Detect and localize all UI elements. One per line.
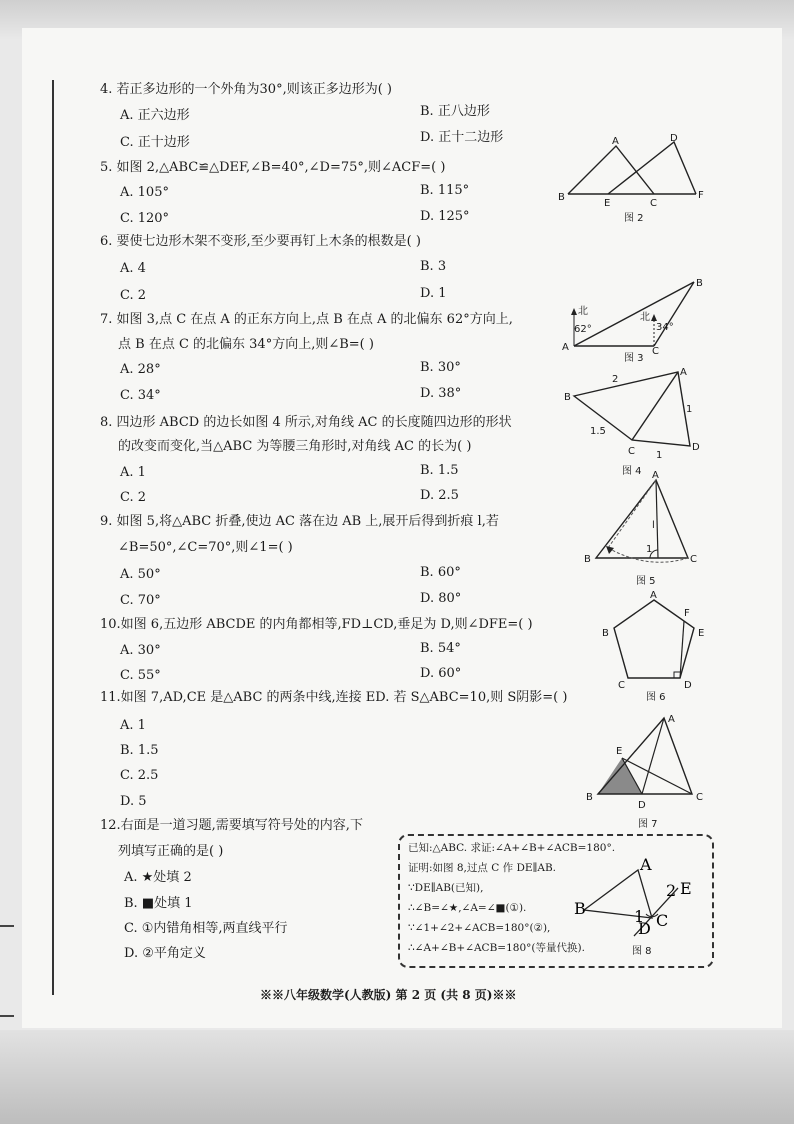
q7-option-b: B. 30°: [420, 360, 461, 375]
q9-option-c: C. 70°: [120, 593, 161, 608]
fig4-label-d: D: [692, 442, 700, 453]
fig5-label-a: A: [652, 470, 659, 481]
fig4-length-ba: 2: [612, 374, 619, 385]
fig8-label-a: A: [640, 858, 652, 874]
q7-option-c: C. 34°: [120, 388, 161, 403]
proof-line-3: ∵DE∥AB(已知),: [408, 882, 484, 894]
north-arrowhead-a: [571, 308, 577, 315]
fig3-label-a: A: [562, 342, 569, 353]
crease-line: [656, 480, 658, 558]
fig6-label-c: C: [618, 680, 625, 688]
q11-option-a: A. 1: [120, 718, 146, 733]
fig4-length-cd: 1: [656, 450, 663, 461]
fig3-angle-62: 62°: [574, 324, 592, 335]
binding-mark: [0, 1015, 14, 1017]
fig2-label-f: F: [698, 190, 704, 201]
right-angle-mark: [674, 672, 680, 678]
fig4-label-a: A: [680, 367, 687, 378]
q9-option-b: B. 60°: [420, 565, 461, 580]
segment-cb: [654, 282, 694, 346]
fig2-label-a: A: [612, 136, 619, 147]
q7-option-d: D. 38°: [420, 386, 462, 401]
q4-stem: 4. 若正多边形的一个外角为30°,则该正多边形为( ): [100, 82, 392, 97]
fig6-caption: 图 6: [646, 692, 666, 703]
segment-ab: [574, 282, 694, 346]
proof-line-4: ∴∠B=∠★,∠A=∠■(①).: [408, 902, 527, 914]
figure-5: [578, 470, 708, 570]
q10-option-d: D. 60°: [420, 666, 462, 681]
fig2-label-d: D: [670, 133, 678, 144]
figure-6: [596, 588, 716, 688]
q7-stem-line1: 7. 如图 3,点 C 在点 A 的正东方向上,点 B 在点 A 的北偏东 62°方向上,: [100, 312, 513, 327]
proof-box: [398, 834, 714, 968]
proof-given: 已知:△ABC. 求证:∠A+∠B+∠ACB=180°.: [408, 842, 616, 854]
q8-stem-line2: 的改变而变化,当△ABC 为等腰三角形时,对角线 AC 的长为( ): [118, 439, 472, 454]
fig5-label-l: l: [652, 520, 655, 531]
q4-option-a: A. 正六边形: [120, 108, 190, 123]
fig8-label-d: D: [638, 919, 651, 938]
proof-line-6: ∴∠A+∠B+∠ACB=180°(等量代换).: [408, 942, 585, 954]
fig7-label-c: C: [696, 792, 703, 803]
figure-8: [572, 858, 708, 938]
q8-option-d: D. 2.5: [420, 488, 459, 503]
proof-line-2: 证明:如图 8,过点 C 作 DE∥AB.: [408, 862, 557, 874]
fig4-length-bc: 1.5: [590, 426, 606, 437]
q12-option-b: B. ■处填 1: [124, 896, 193, 911]
q5-option-b: B. 115°: [420, 183, 470, 198]
scan-bottom-shadow: [0, 1030, 794, 1124]
fig8-label-c: C: [656, 911, 669, 930]
q9-option-a: A. 50°: [120, 567, 161, 582]
fig6-label-d: D: [684, 680, 692, 688]
figure-4: [560, 366, 710, 462]
fig4-length-ad: 1: [686, 404, 693, 415]
fig3-angle-34: 34°: [656, 322, 674, 333]
q12-stem-line2: 列填写正确的是( ): [118, 844, 224, 859]
q11-option-b: B. 1.5: [120, 743, 159, 758]
triangle-abc: [568, 146, 654, 194]
q6-stem: 6. 要使七边形木架不变形,至少要再钉上木条的根数是( ): [100, 234, 421, 249]
fig8-label-1: 1: [634, 907, 645, 926]
fig5-label-1: 1: [646, 544, 653, 555]
fig7-label-b: B: [586, 792, 593, 803]
figure-7: [580, 710, 710, 820]
fig8-label-b: B: [574, 899, 586, 918]
fig8-label-2: 2: [666, 881, 677, 900]
q8-option-b: B. 1.5: [420, 463, 459, 478]
fig7-caption: 图 7: [638, 819, 658, 830]
q11-stem: 11.如图 7,AD,CE 是△ABC 的两条中线,连接 ED. 若 S△ABC=10,则 S阴影=( ): [100, 690, 568, 705]
q12-stem-line1: 12.右面是一道习题,需要填写符号处的内容,下: [100, 818, 363, 833]
q5-option-d: D. 125°: [420, 209, 470, 224]
q5-option-c: C. 120°: [120, 211, 170, 226]
pentagon-abcde: [614, 600, 694, 678]
fig4-label-b: B: [564, 392, 571, 403]
q10-option-c: C. 55°: [120, 668, 161, 683]
fig8-label-e: E: [680, 879, 692, 898]
fig4-caption: 图 4: [622, 466, 642, 477]
q9-stem-line1: 9. 如图 5,将△ABC 折叠,使边 AC 落在边 AB 上,展开后得到折痕 l,若: [100, 514, 499, 529]
q6-option-a: A. 4: [120, 261, 146, 276]
fig2-label-b: B: [558, 192, 565, 203]
q4-option-b: B. 正八边形: [420, 104, 490, 119]
fig3-caption: 图 3: [624, 353, 644, 364]
fig4-label-c: C: [628, 446, 635, 457]
fig6-label-f: F: [684, 608, 690, 619]
q8-option-c: C. 2: [120, 490, 147, 505]
fig6-label-e: E: [698, 628, 705, 639]
fig2-caption: 图 2: [624, 213, 644, 224]
fig8-caption: 图 8: [632, 946, 652, 957]
fig3-north-c: 北: [640, 312, 650, 323]
north-arrowhead-c: [651, 314, 657, 321]
fig7-label-e: E: [616, 746, 623, 757]
q8-option-a: A. 1: [120, 465, 146, 480]
fig3-label-c: C: [652, 346, 659, 354]
folded-edge: [608, 480, 656, 548]
q11-option-d: D. 5: [120, 794, 147, 809]
figure-3: [560, 274, 710, 354]
q9-option-d: D. 80°: [420, 591, 462, 606]
q6-option-c: C. 2: [120, 288, 147, 303]
fig7-label-a: A: [668, 714, 675, 725]
q10-stem: 10.如图 6,五边形 ABCDE 的内角都相等,FD⊥CD,垂足为 D,则∠DFE=( ): [100, 617, 533, 632]
diagonal-ac: [632, 372, 678, 440]
q12-option-d: D. ②平角定义: [124, 946, 206, 961]
fig2-label-c: C: [650, 198, 657, 209]
page-footer: ※※八年级数学(人教版) 第 2 页 (共 8 页)※※: [260, 988, 517, 1002]
q5-option-a: A. 105°: [120, 185, 169, 200]
median-ad: [642, 718, 664, 794]
q6-option-b: B. 3: [420, 259, 447, 274]
q6-option-d: D. 1: [420, 286, 447, 301]
fig6-label-a: A: [650, 590, 657, 601]
fig2-label-e: E: [604, 198, 611, 209]
binding-mark: [0, 925, 14, 927]
triangle-def: [608, 142, 696, 194]
q7-stem-line2: 点 B 在点 C 的北偏东 34°方向上,则∠B=( ): [118, 337, 374, 352]
fig6-label-b: B: [602, 628, 609, 639]
shaded-region: [598, 758, 642, 794]
proof-line-5: ∵∠1+∠2+∠ACB=180°(②),: [408, 922, 551, 934]
fig3-label-b: B: [696, 278, 703, 289]
q11-option-c: C. 2.5: [120, 768, 159, 783]
q4-option-c: C. 正十边形: [120, 135, 190, 150]
q7-option-a: A. 28°: [120, 362, 161, 377]
q10-option-a: A. 30°: [120, 643, 161, 658]
q5-stem: 5. 如图 2,△ABC≌△DEF,∠B=40°,∠D=75°,则∠ACF=( ): [100, 160, 446, 175]
fig7-label-d: D: [638, 800, 646, 811]
q4-option-d: D. 正十二边形: [420, 130, 504, 145]
q12-option-a: A. ★处填 2: [124, 870, 192, 885]
fig5-label-c: C: [690, 554, 697, 565]
q12-option-c: C. ①内错角相等,两直线平行: [124, 921, 288, 936]
q10-option-b: B. 54°: [420, 641, 461, 656]
q8-stem-line1: 8. 四边形 ABCD 的边长如图 4 所示,对角线 AC 的长度随四边形的形状: [100, 415, 512, 430]
binding-margin-line: [52, 80, 54, 995]
fig5-label-b: B: [584, 554, 591, 565]
q9-stem-line2: ∠B=50°,∠C=70°,则∠1=( ): [118, 540, 293, 555]
fig3-north-a: 北: [578, 306, 588, 317]
fig5-caption: 图 5: [636, 576, 656, 587]
